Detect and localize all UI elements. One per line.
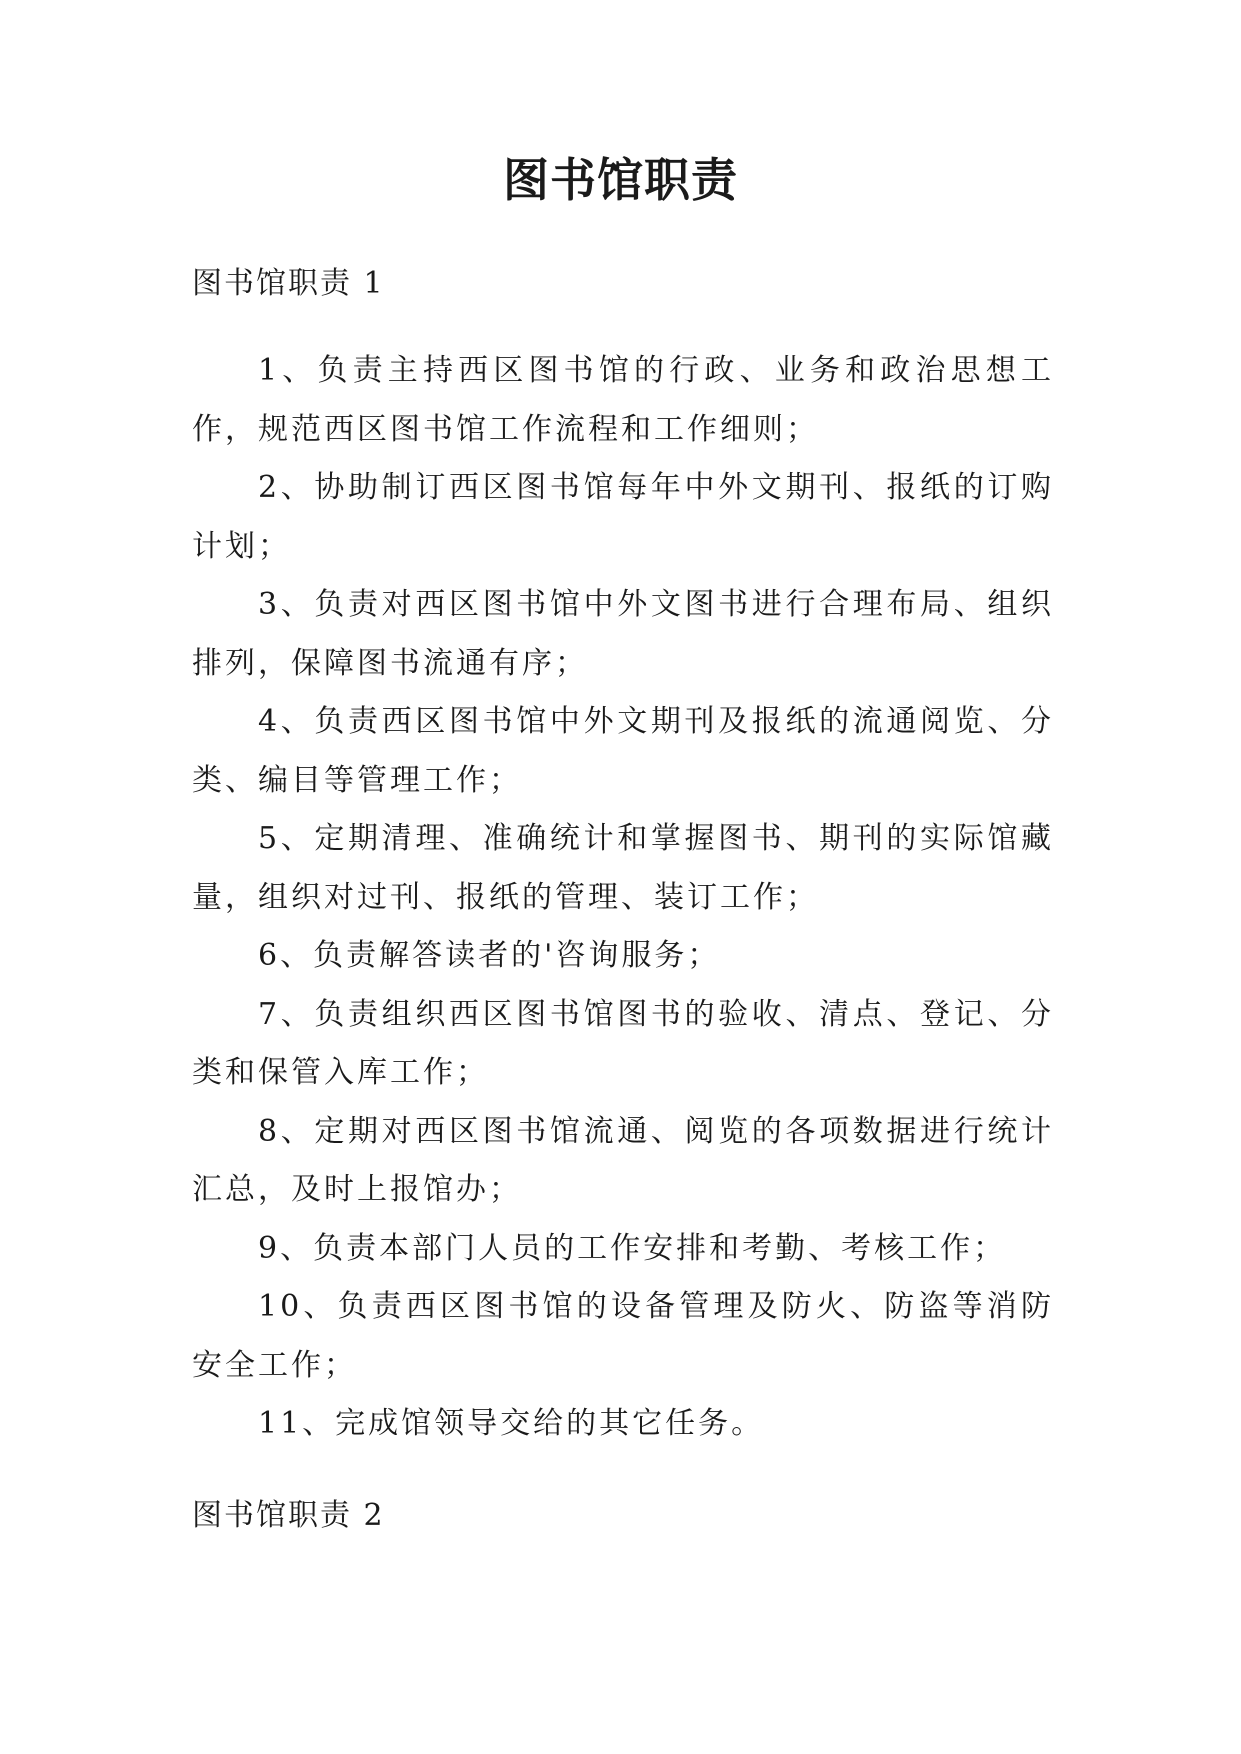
list-item-10: 10、负责西区图书馆的设备管理及防火、防盗等消防安全工作；: [192, 1289, 1054, 1383]
section-heading-1: 图书馆职责 1: [192, 266, 385, 301]
section-heading-2: 图书馆职责 2: [192, 1498, 385, 1533]
list-item-2: 2、协助制订西区图书馆每年中外文期刊、报纸的订购计划；: [192, 470, 1054, 564]
document-title: 图书馆职责: [503, 153, 738, 207]
list-item-4: 4、负责西区图书馆中外文期刊及报纸的流通阅览、分类、编目等管理工作；: [192, 704, 1054, 798]
list-item-6: 6、负责解答读者的'咨询服务；: [258, 938, 721, 973]
list-item-1: 1、负责主持西区图书馆的行政、业务和政治思想工作，规范西区图书馆工作流程和工作细则；: [192, 353, 1054, 447]
list-item-7: 7、负责组织西区图书馆图书的验收、清点、登记、分类和保管入库工作；: [192, 996, 1054, 1090]
list-item-11: 11、完成馆领导交给的其它任务。: [258, 1406, 765, 1441]
list-item-9: 9、负责本部门人员的工作安排和考勤、考核工作；: [258, 1230, 1007, 1266]
list-item-5: 5、定期清理、准确统计和掌握图书、期刊的实际馆藏量，组织对过刊、报纸的管理、装订工作；: [192, 821, 1054, 915]
list-item-8: 8、定期对西区图书馆流通、阅览的各项数据进行统计汇总，及时上报馆办；: [192, 1113, 1054, 1207]
list-item-3: 3、负责对西区图书馆中外文图书进行合理布局、组织排列，保障图书流通有序；: [192, 587, 1054, 681]
section-1-body: [192, 342, 1054, 1454]
